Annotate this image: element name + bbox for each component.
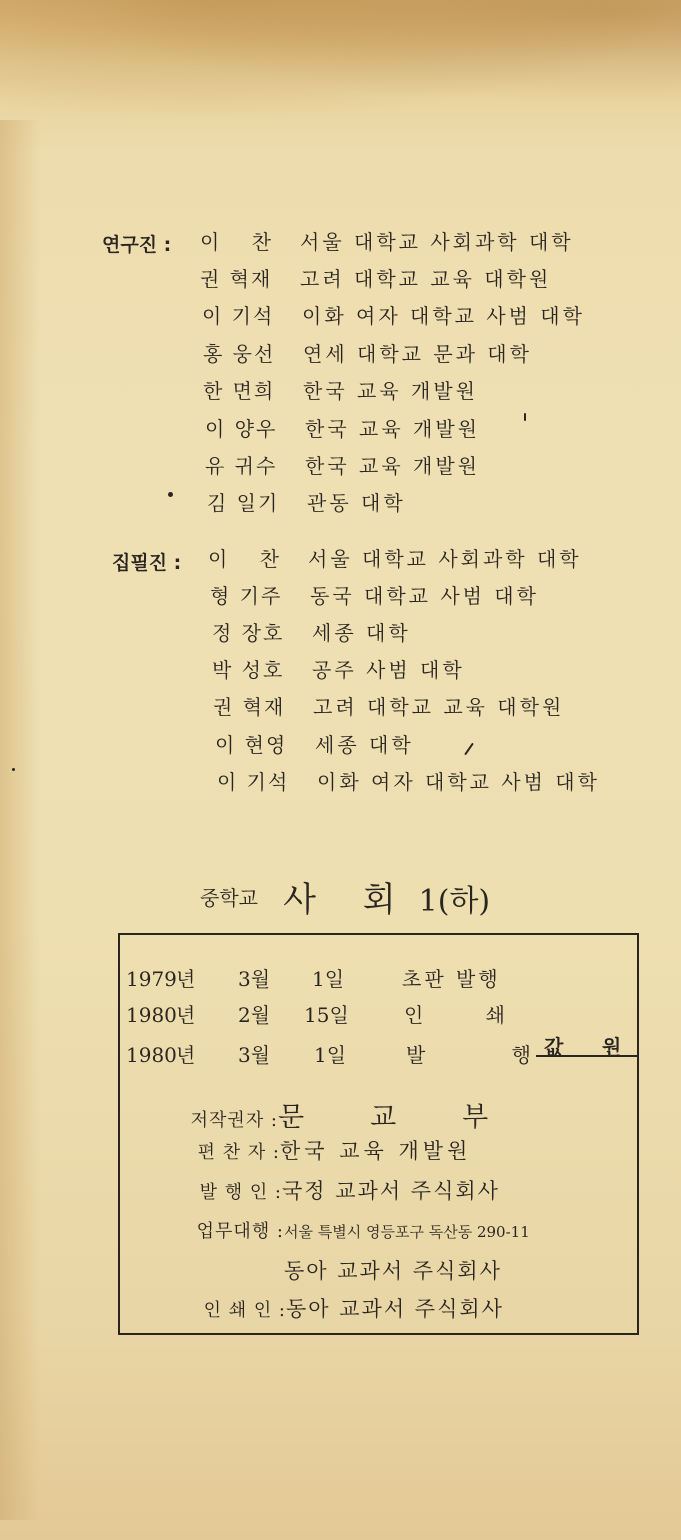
publisher-label: 편 찬 자 : (197, 1142, 280, 1163)
writer-name: 이 현영 (215, 733, 288, 757)
writer-name: 정 장호 (212, 621, 285, 645)
publisher-label: 발 행 인 : (199, 1182, 282, 1203)
page-stain-left (0, 120, 40, 1520)
researcher-row (205, 450, 480, 479)
writer-name: 이 찬 (208, 547, 281, 571)
publisher-row (172, 1293, 504, 1323)
date-month: 2월 (238, 1003, 271, 1027)
date-event: 초판 발행 (402, 967, 501, 991)
date-year: 1980 (126, 1003, 177, 1027)
writers-heading: 집필진 : (112, 552, 182, 574)
researcher-affiliation: 한국 교육 개발원 (305, 417, 480, 441)
writer-row (212, 654, 465, 683)
date-year-unit: 년 (176, 967, 196, 991)
researcher-name: 홍 웅선 (203, 342, 276, 366)
writer-row (208, 543, 582, 572)
writer-name: 이 기석 (217, 770, 290, 794)
date-year-unit: 년 (176, 1043, 196, 1067)
publisher-label: 인 쇄 인 : (203, 1300, 286, 1321)
researcher-row (207, 487, 406, 516)
publisher-row (166, 1135, 471, 1165)
researcher-affiliation: 연세 대학교 문과 대학 (303, 342, 532, 366)
publisher-row (168, 1175, 500, 1205)
date-year: 1980 (126, 1043, 177, 1067)
publisher-label: 저작권자 : (190, 1110, 278, 1131)
date-day: 1일 (314, 1043, 347, 1067)
writer-affiliation: 고려 대학교 교육 대학원 (313, 695, 565, 719)
researcher-affiliation: 이화 여자 대학교 사범 대학 (302, 304, 585, 328)
price-label: 값 (544, 1035, 564, 1059)
book-level: 중학교 (200, 886, 258, 910)
publisher-row (164, 1095, 492, 1134)
researcher-name: 이 찬 (200, 230, 273, 254)
researcher-affiliation: 서울 대학교 사회과학 대학 (300, 230, 574, 254)
researcher-name: 김 일기 (207, 491, 280, 515)
researcher-name: 이 양우 (205, 417, 278, 441)
writer-affiliation: 이화 여자 대학교 사범 대학 (317, 770, 600, 794)
writer-affiliation: 세종 대학 (315, 733, 414, 757)
writer-row (212, 617, 411, 646)
researcher-name: 한 면희 (203, 379, 276, 403)
date-day: 1일 (312, 967, 345, 991)
writer-affiliation: 공주 사범 대학 (312, 658, 465, 682)
researcher-name: 유 귀수 (205, 454, 278, 478)
publisher-row (170, 1217, 530, 1243)
researcher-row (200, 226, 574, 255)
publisher-value: 문 교 부 (278, 1102, 493, 1133)
researcher-affiliation: 한국 교육 개발원 (303, 379, 478, 403)
date-year: 1979 (126, 967, 177, 991)
book-volume: 1(하) (418, 884, 491, 919)
writer-name: 박 성호 (212, 658, 285, 682)
ink-speck (168, 492, 173, 497)
date-year-unit: 년 (176, 1003, 196, 1027)
researcher-name: 이 기석 (202, 304, 275, 328)
researcher-row (205, 413, 480, 442)
date-event: 인 쇄 (404, 1003, 517, 1027)
publisher-row (170, 1255, 502, 1285)
writer-row (210, 580, 539, 609)
publisher-value: 서울 특별시 영등포구 독산동 290-11 (284, 1223, 530, 1241)
colophon-box (118, 933, 639, 1335)
writer-row (217, 766, 600, 795)
writer-affiliation: 세종 대학 (312, 621, 411, 645)
date-row (126, 1039, 541, 1068)
researcher-affiliation: 관동 대학 (307, 491, 406, 515)
date-month: 3월 (238, 1043, 271, 1067)
researcher-row (202, 300, 585, 329)
price-field (536, 1031, 638, 1057)
writer-name: 권 혁재 (213, 695, 286, 719)
researcher-row (200, 263, 551, 292)
researcher-name: 권 혁재 (200, 267, 273, 291)
date-day: 15일 (304, 1003, 349, 1027)
researcher-affiliation: 고려 대학교 교육 대학원 (300, 267, 552, 291)
researcher-row (203, 375, 478, 404)
ink-speck (464, 743, 474, 756)
writer-name: 형 기주 (210, 584, 283, 608)
writer-row (215, 729, 414, 758)
ink-speck (524, 413, 526, 421)
researchers-heading: 연구진 : (102, 234, 172, 256)
date-event: 발 행 (406, 1043, 541, 1067)
ink-speck (12, 768, 15, 771)
book-subject: 사 회 (283, 880, 414, 920)
publisher-value: 동아 교과서 주식회사 (284, 1259, 502, 1283)
page-stain-top (0, 0, 681, 120)
publisher-value: 동아 교과서 주식회사 (286, 1297, 504, 1321)
book-title (200, 872, 490, 921)
writer-row (213, 691, 564, 720)
researcher-row (203, 338, 532, 367)
price-unit: 원 (602, 1035, 622, 1059)
date-month: 3월 (238, 967, 271, 991)
writer-affiliation: 동국 대학교 사범 대학 (310, 584, 539, 608)
writer-affiliation: 서울 대학교 사회과학 대학 (308, 547, 582, 571)
publisher-value: 국정 교과서 주식회사 (282, 1179, 500, 1203)
publisher-label: 업무대행 : (196, 1221, 284, 1242)
date-row (126, 999, 517, 1028)
researcher-affiliation: 한국 교육 개발원 (305, 454, 480, 478)
publisher-value: 한국 교육 개발원 (280, 1139, 472, 1163)
date-row (126, 963, 501, 992)
